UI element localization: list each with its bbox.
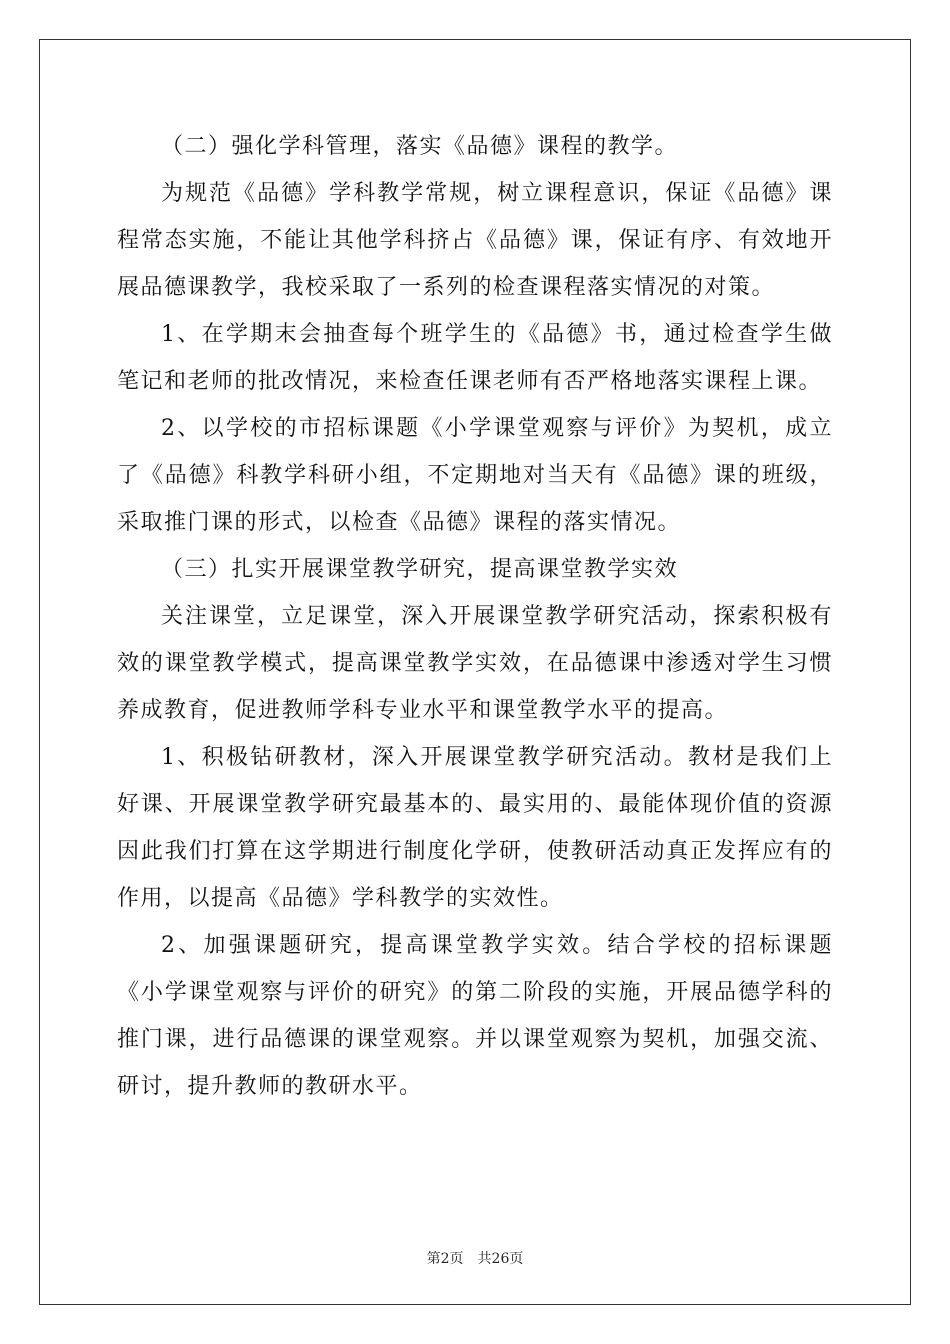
paragraph: 为规范《品德》学科教学常规，树立课程意识，保证《品德》课程常态实施，不能让其他学科挤占《品德》课，保证有序、有效地开展品德课教学，我校采取了一系列的检查课程落实情况的对策。 [117, 181, 833, 300]
paragraph: 2、以学校的市招标课题《小学课堂观察与评价》为契机，成立了《品德》科教学科研小组，不定期地对当天有《品德》课的班级，采取推门课的形式，以检查《品德》课程的落实情况。 [117, 416, 833, 535]
paragraph: 2、加强课题研究，提高课堂教学实效。结合学校的招标课题《小学课堂观察与评价的研究》的第二阶段的实施，开展品德学科的推门课，进行品德课的课堂观察。并以课堂观察为契机，加强交流、研讨，提升教师的教研水平。 [117, 933, 833, 1099]
page-number-footer: 第2页 共26页 [426, 1251, 524, 1267]
document-body [117, 123, 833, 1110]
section-heading-3: （三）扎实开展课堂教学研究，提高课堂教学实效 [161, 557, 679, 582]
paragraph: 1、在学期末会抽查每个班学生的《品德》书，通过检查学生做笔记和老师的批改情况，来检查任课老师有否严格地落实课程上课。 [117, 322, 833, 394]
paragraph: 关注课堂，立足课堂，深入开展课堂教学研究活动，探索积极有效的课堂教学模式，提高课堂教学实效，在品德课中渗透对学生习惯养成教育，促进教师学科专业水平和课堂教学水平的提高。 [117, 604, 833, 723]
paragraph: 1、积极钻研教材，深入开展课堂教学研究活动。教材是我们上好课、开展课堂教学研究最基本的、最实用的、最能体现价值的资源因此我们打算在这学期进行制度化学研，使教研活动真正发挥应有的作用，以提高《品德》学科教学的实效性。 [117, 745, 833, 911]
section-heading-2: （二）强化学科管理，落实《品德》课程的教学。 [161, 134, 679, 159]
